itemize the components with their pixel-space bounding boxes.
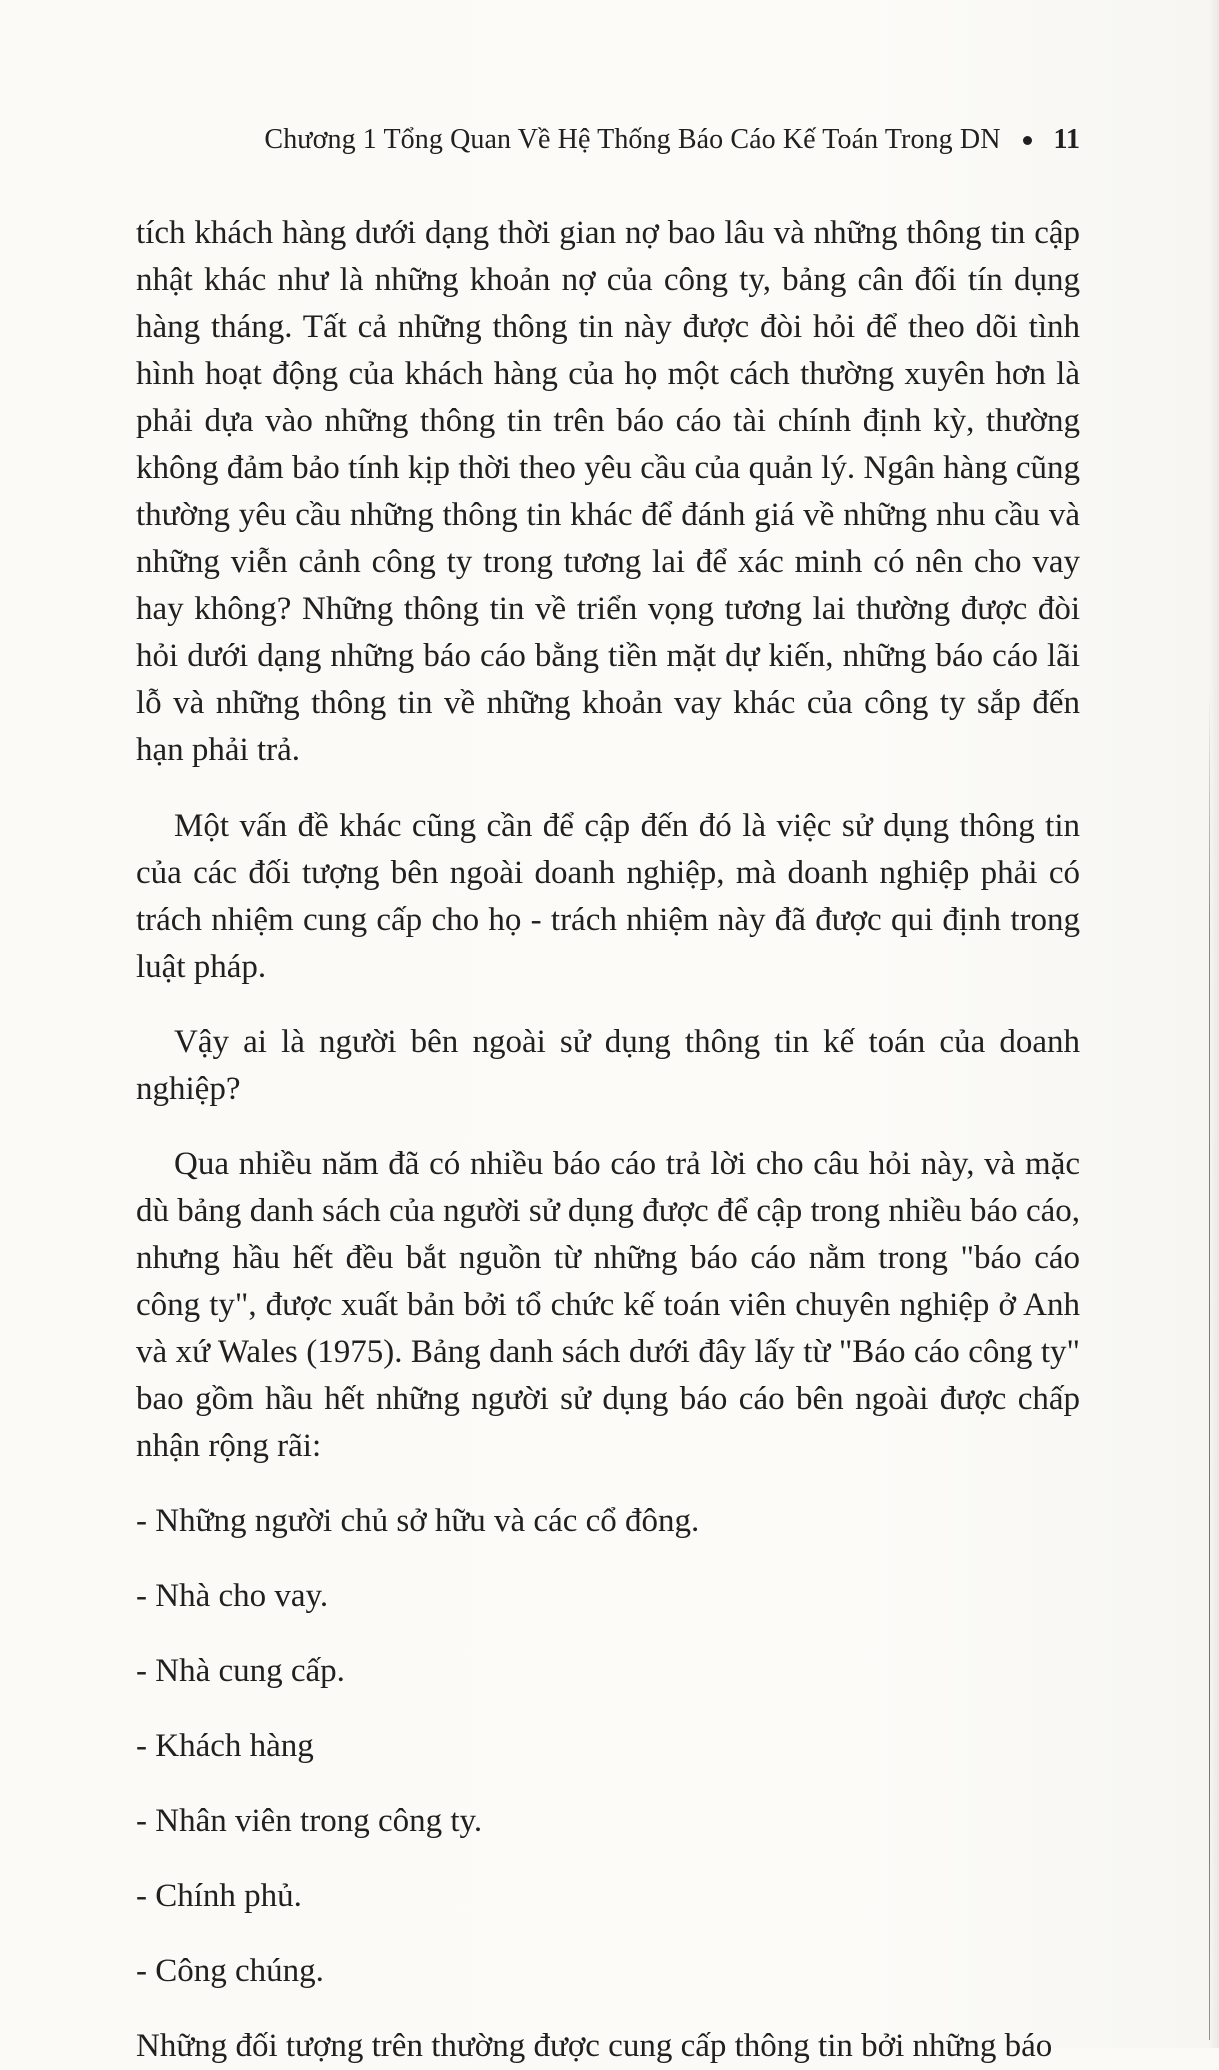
header-bullet-icon [1023,136,1032,145]
paragraph: Một vấn đề khác cũng cần để cập đến đó là việc sử dụng thông tin của các đối tượng bên ngoài doanh nghiệp, mà doanh nghiệp phải có trách nhiệm cung cấp cho họ - trách nhiệm này đã được qui định trong luật pháp. [136,808,1080,985]
paragraph: Vậy ai là người bên ngoài sử dụng thông tin kế toán của doanh nghiệp? [136,1024,1080,1107]
list-item: - Khách hàng [136,1728,314,1764]
list-item: - Những người chủ sở hữu và các cổ đông. [136,1503,700,1539]
page-edge-shadow [1209,0,1219,2048]
page-number: 11 [1053,124,1080,155]
paragraph: tích khách hàng dưới dạng thời gian nợ bao lâu và những thông tin cập nhật khác như là những khoản nợ của công ty, bảng cân đối tín dụng hàng tháng. Tất cả những thông tin này được đòi hỏi để theo dõi tình hình hoạt động của khách hàng của họ một cách thường xuyên hơn là phải dựa vào những thông tin trên báo cáo tài chính định kỳ, thường không đảm bảo tính kịp thời theo yêu cầu của quản lý. Ngân hàng cũng thường yêu cầu những thông tin khác để đánh giá về những nhu cầu và những viễn cảnh công ty trong tương lai để xác minh có nên cho vay hay không? Những thông tin về triển vọng tương lai thường được đòi hỏi dưới dạng những báo cáo bằng tiền mặt dự kiến, những báo cáo lãi lỗ và những thông tin về những khoản vay khác của công ty sắp đến hạn phải trả. [136,215,1080,768]
list-item: - Nhà cho vay. [136,1578,329,1614]
chapter-title: Chương 1 Tổng Quan Về Hệ Thống Báo Cáo Kế Toán Trong DN [264,124,1001,155]
paragraph-continuation: Những đối tượng trên thường được cung cấp thông tin bởi những báo [136,2028,1053,2064]
running-header [200,120,1080,160]
list-item: - Chính phủ. [136,1878,302,1914]
list-item: - Nhà cung cấp. [136,1653,345,1689]
list-item: - Nhân viên trong công ty. [136,1803,483,1839]
external-users-list [136,1498,1080,1995]
main-content [136,210,1080,2070]
list-item: - Công chúng. [136,1953,324,1989]
paragraph: Qua nhiều năm đã có nhiều báo cáo trả lời cho câu hỏi này, và mặc dù bảng danh sách của người sử dụng được để cập trong nhiều báo cáo, nhưng hầu hết đều bắt nguồn từ những báo cáo nằm trong "báo cáo công ty", được xuất bản bởi tổ chức kế toán viên chuyên nghiệp ở Anh và xứ Wales (1975). Bảng danh sách dưới đây lấy từ "Báo cáo công ty" bao gồm hầu hết những người sử dụng báo cáo bên ngoài được chấp nhận rộng rãi: [136,1146,1080,1464]
